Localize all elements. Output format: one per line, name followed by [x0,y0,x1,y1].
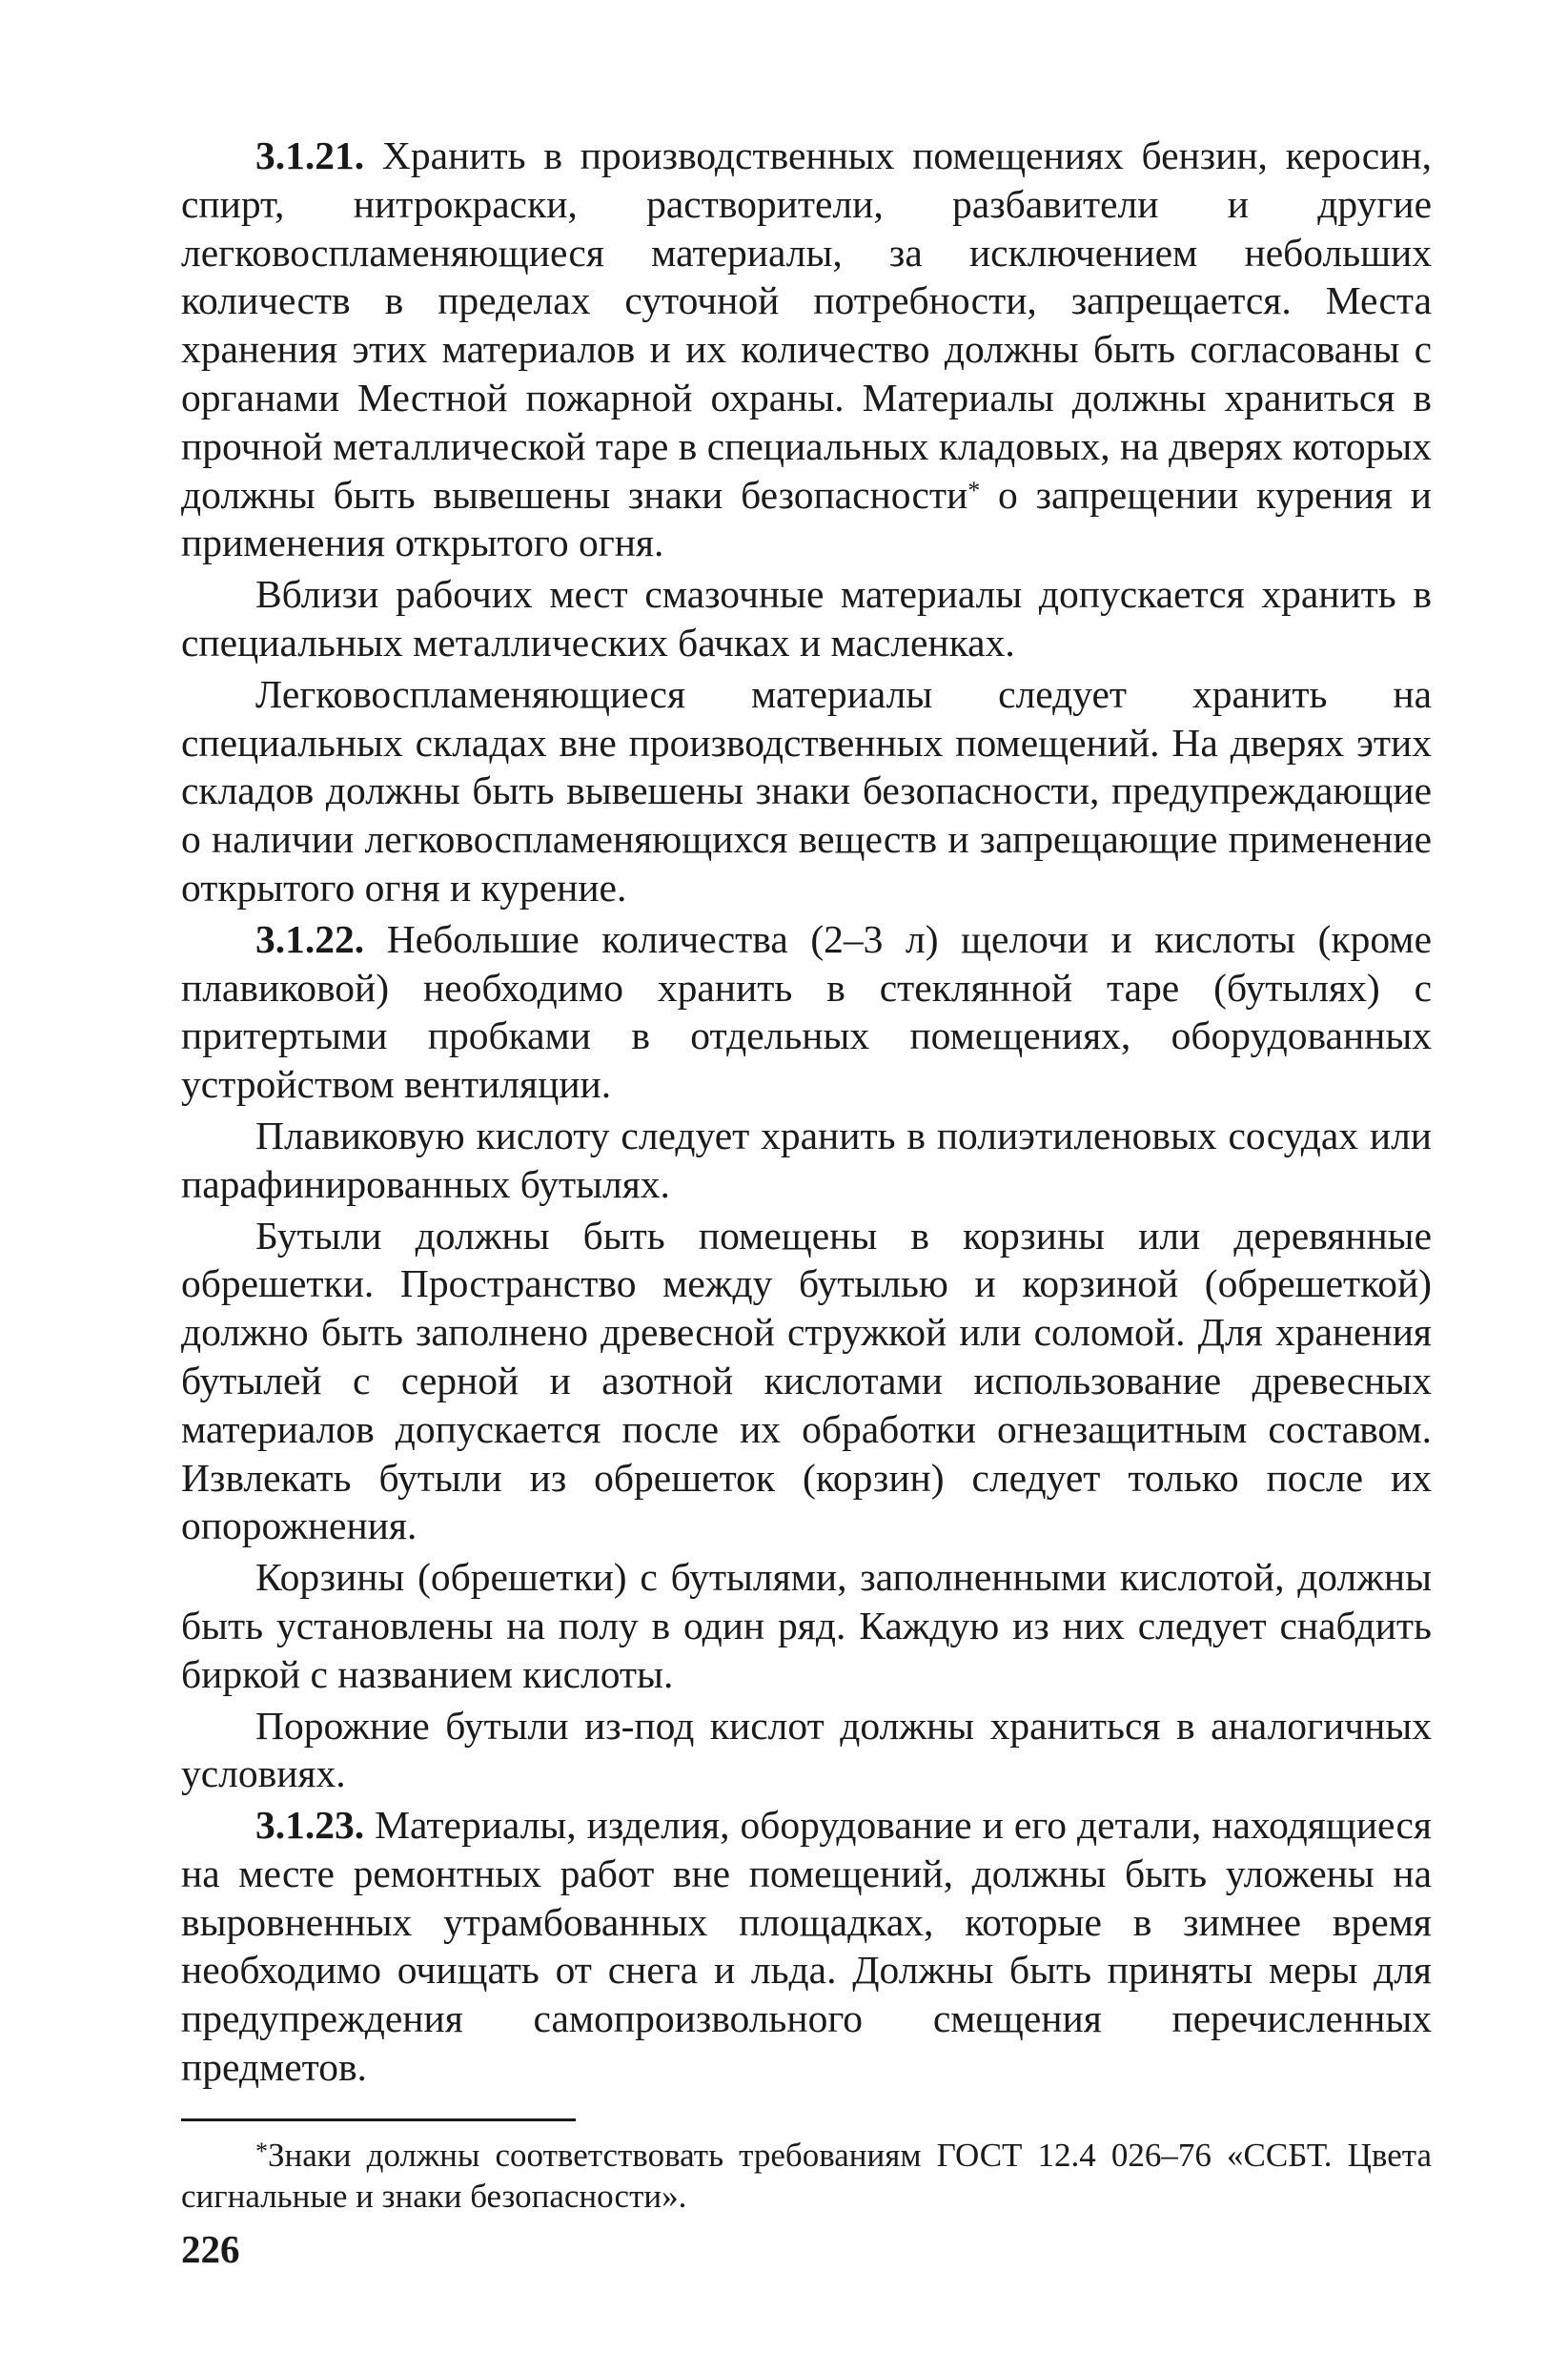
paragraph [181,1553,1432,1698]
paragraph [181,1212,1432,1551]
section-number: 3.1.23. [255,1803,365,1848]
paragraph-text: Легковоспламеняющиеся материалы следует хранить на специальных складах вне производственных помещений. На дверях этих складов должны быть вывешены знаки безопасности, предупреждающие о наличии легковоспламеняющихся веществ и запрещающие применение открытого огня и курение. [181,671,1432,910]
section-number: 3.1.22. [255,916,365,961]
paragraph-text-continued: о запрещении курения и применения открытого огня. [181,472,1432,565]
page-number: 226 [181,2226,240,2271]
paragraph-text: Вблизи рабочих мест смазочные материалы допускается хранить в специальных металлических бачках и масленках. [181,572,1432,665]
paragraph [181,1112,1432,1209]
body-text [181,132,1432,2092]
paragraph-text: Материалы, изделия, оборудование и его детали, находящиеся на месте ремонтных работ вне помещений, должны быть уложены на выровненных утрамбованных площадках, которые в зимнее время необходимо очищать от снега и льда. Должны быть приняты меры для предупреждения самопроизвольного смещения перечисленных предметов. [181,1803,1432,2090]
paragraph-3-1-23 [181,1801,1432,2092]
footnote-text: Знаки должны соответствовать требованиям ГОСТ 12.4 026–76 «ССБТ. Цвета сигнальные и знаки безопасности». [181,2136,1432,2215]
paragraph [181,1702,1432,1799]
footnote-divider [181,2118,576,2121]
paragraph-text: Хранить в производственных помещениях бензин, керосин, спирт, нитрокраски, растворители, разбавители и другие легковоспламеняющиеся материалы, за исключением небольших количеств в пределах суточной потребности, запрещается. Места хранения этих материалов и их количество должны быть согласованы с органами Местной пожарной охраны. Материалы должны храниться в прочной металлической таре в специальных кладовых, на дверях которых должны быть вывешены знаки безопасности [181,133,1432,517]
paragraph-text: Плавиковую кислоту следует хранить в полиэтиленовых сосудах или парафинированных бутылях. [181,1113,1432,1206]
paragraph [181,670,1432,912]
section-number: 3.1.21. [255,133,365,177]
paragraph-3-1-21 [181,132,1432,567]
paragraph-text: Корзины (обрешетки) с бутылями, заполненными кислотой, должны быть установлены на полу в один ряд. Каждую из них следует снабдить биркой с названием кислоты. [181,1555,1432,1696]
footnote-marker: * [967,476,981,504]
paragraph-text: Небольшие количества (2–3 л) щелочи и кислоты (кроме плавиковой) необходимо хранить в стеклянной таре (бутылях) с притертыми пробками в отдельных помещениях, оборудованных устройством вентиляции. [181,916,1432,1107]
paragraph [181,570,1432,667]
footnote [181,2135,1432,2217]
footnote-marker: * [255,2137,268,2165]
paragraph-3-1-22 [181,915,1432,1109]
book-page [181,132,1432,2305]
paragraph-text: Бутыли должны быть помещены в корзины или деревянные обрешетки. Пространство между бутылью и корзиной (обрешеткой) должно быть заполнено древесной стружкой или соломой. Для хранения бутылей с серной и азотной кислотами использование древесных материалов допускается после их обработки огнезащитным составом. Извлекать бутыли из обрешеток (корзин) следует только после их опорожнения. [181,1213,1432,1548]
paragraph-text: Порожние бутыли из-под кислот должны храниться в аналогичных условиях. [181,1703,1432,1796]
